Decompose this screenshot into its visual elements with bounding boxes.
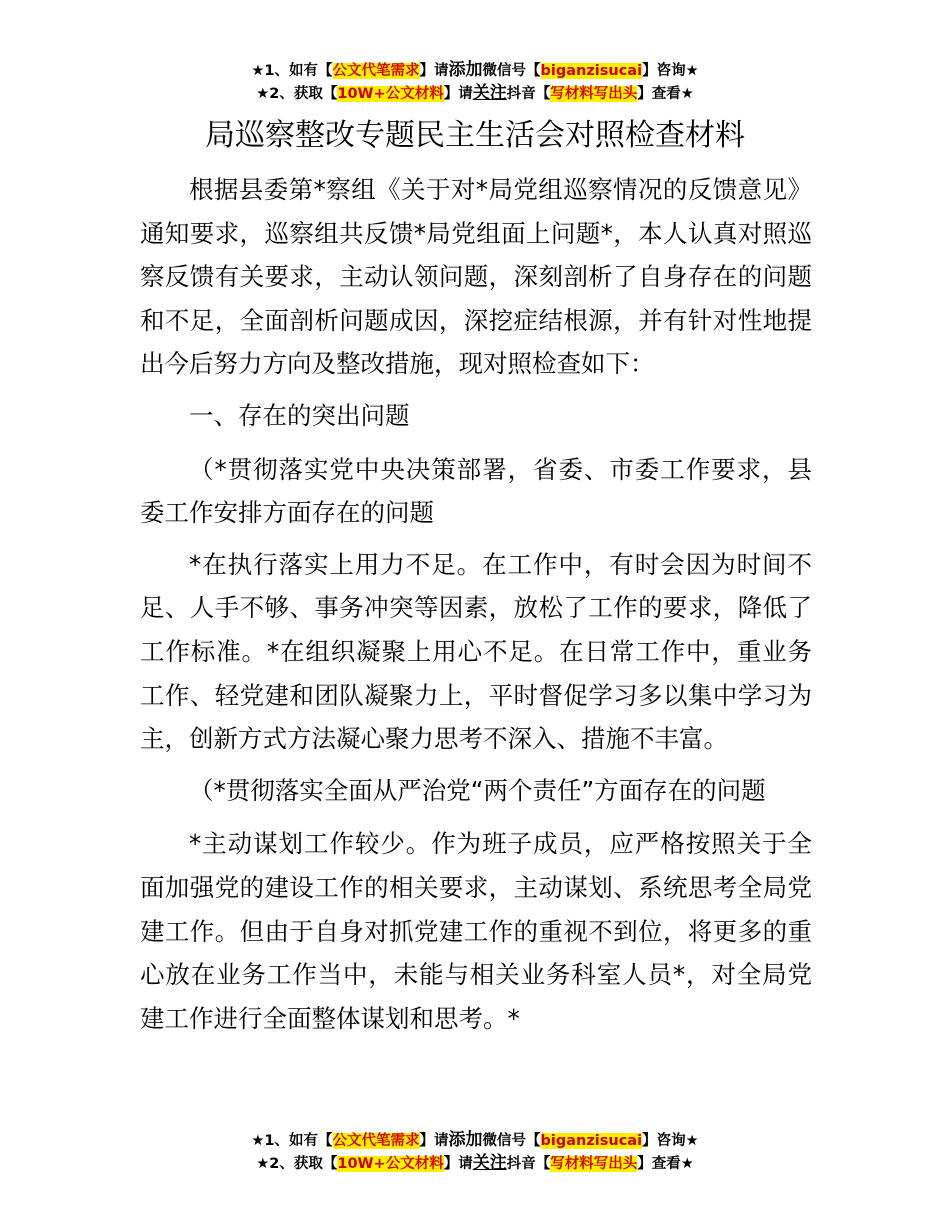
body-paragraph: *在执行落实上用力不足。在工作中，有时会因为时间不足、人手不够、事务冲突等因素，放松了工作的要求，降低了工作标准。*在组织凝聚上用心不足。在日常工作中，重业务工作、轻党建和团队凝聚力上，平时督促学习多以集中学习为主，创新方式方法凝心聚力思考不深入、措施不丰富。	[140, 549, 812, 754]
promo-emphasis: 关注	[472, 1153, 507, 1173]
promo-emphasis: 添加	[448, 60, 483, 80]
document-body	[140, 168, 812, 1048]
promo-line-1	[0, 1129, 950, 1152]
promo-text: ★1、如有【	[251, 1133, 333, 1149]
promo-text: ★2、获取【	[256, 1156, 338, 1172]
promo-wechat-id: biganzisucai	[540, 1133, 643, 1149]
promo-highlight: 10W+公文材料	[337, 86, 444, 102]
subsection-heading: （*贯彻落实全面从严治党“两个责任”方面存在的问题	[189, 775, 766, 805]
promo-douyin-id: 写材料写出头	[550, 86, 638, 102]
promo-text: 】咨询★	[642, 63, 699, 79]
promo-emphasis: 添加	[448, 1130, 483, 1150]
promo-text: 】咨询★	[642, 1133, 699, 1149]
promo-wechat-id: biganzisucai	[540, 63, 643, 79]
promo-text: 】请	[443, 86, 473, 102]
section-heading: 一、存在的突出问题	[189, 400, 410, 430]
body-paragraph: *主动谋划工作较少。作为班子成员，应严格按照关于全面加强党的建设工作的相关要求，主动谋划、系统思考全局党建工作。但由于自身对抓党建工作的重视不到位，将更多的重心放在业务工作当中，未能与相关业务科室人员*，对全局党建工作进行全面整体谋划和思考。*	[140, 829, 812, 1033]
promo-text: ★1、如有【	[251, 63, 333, 79]
promo-text: 微信号【	[482, 63, 541, 79]
promo-text: 抖音【	[506, 1156, 551, 1172]
promo-highlight: 公文代笔需求	[332, 63, 420, 79]
promo-text: 】查看★	[637, 86, 694, 102]
promo-text: 】请	[419, 63, 449, 79]
footer-promo-banner	[0, 1129, 950, 1175]
promo-text: ★2、获取【	[256, 86, 338, 102]
promo-highlight: 公文代笔需求	[332, 1133, 420, 1149]
subsection-heading: （*贯彻落实党中央决策部署，省委、市委工作要求，县委工作安排方面存在的问题	[140, 454, 812, 528]
promo-line-1	[0, 59, 950, 82]
header-promo-banner	[0, 59, 950, 105]
intro-paragraph: 根据县委第*察组《关于对*局党组巡察情况的反馈意见》通知要求，巡察组共反馈*局党组面上问题*，本人认真对照巡察反馈有关要求，主动认领问题，深刻剖析了自身存在的问题和不足，全面剖析问题成因，深挖症结根源，并有针对性地提出今后努力方向及整改措施，现对照检查如下：	[140, 175, 812, 379]
promo-text: 抖音【	[506, 86, 551, 102]
promo-emphasis: 关注	[472, 83, 507, 103]
promo-highlight: 10W+公文材料	[337, 1156, 444, 1172]
promo-text: 】查看★	[637, 1156, 694, 1172]
promo-line-2	[0, 1152, 950, 1175]
document-title: 局巡察整改专题民主生活会对照检查材料	[205, 118, 745, 153]
promo-text: 】请	[419, 1133, 449, 1149]
promo-text: 】请	[443, 1156, 473, 1172]
promo-text: 微信号【	[482, 1133, 541, 1149]
promo-line-2	[0, 82, 950, 105]
promo-douyin-id: 写材料写出头	[550, 1156, 638, 1172]
